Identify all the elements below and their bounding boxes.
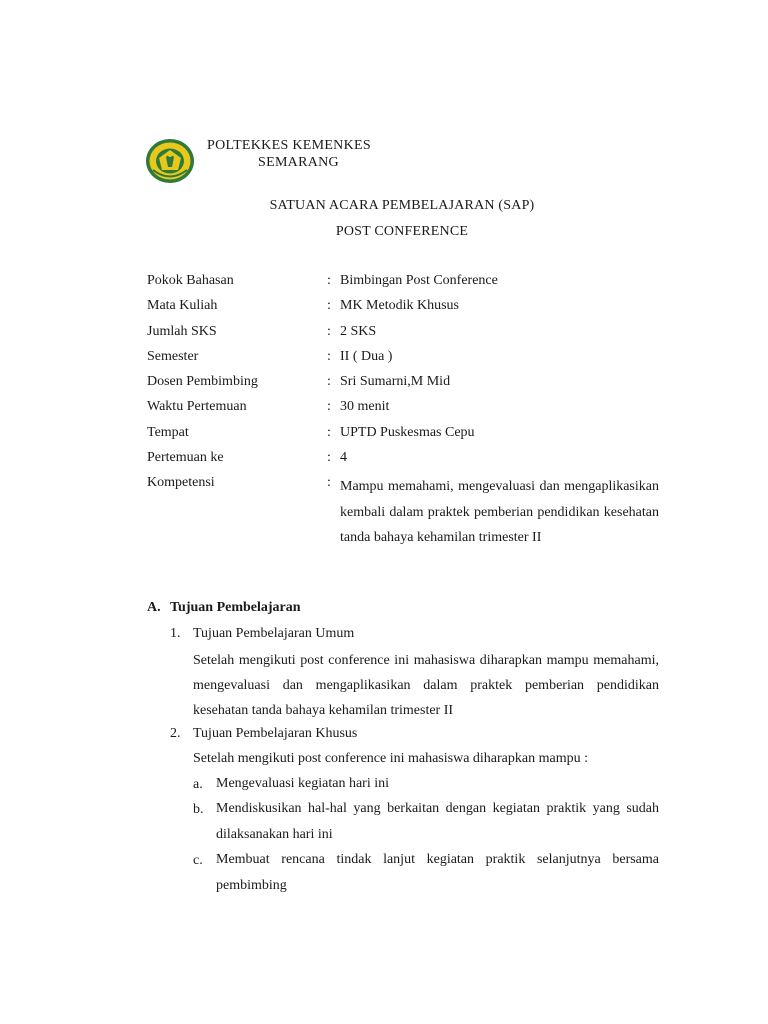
info-label: Waktu Pertemuan (147, 399, 247, 414)
info-row-waktu-pertemuan (147, 399, 659, 424)
poltekkes-emblem-icon (145, 137, 195, 185)
section-heading (147, 600, 301, 616)
sub-list-text: Mengevaluasi kegiatan hari ini (216, 776, 389, 791)
info-row-dosen-pembimbing (147, 374, 659, 399)
info-label: Pertemuan ke (147, 450, 224, 465)
info-label: Dosen Pembimbing (147, 374, 258, 389)
info-row-jumlah-sks (147, 324, 659, 349)
info-row-semester (147, 349, 659, 374)
info-colon: : (327, 450, 331, 465)
document-subtitle: POST CONFERENCE (335, 224, 469, 239)
info-colon: : (327, 374, 331, 389)
info-value: MK Metodik Khusus (340, 298, 460, 313)
info-value: Bimbingan Post Conference (340, 273, 498, 288)
info-colon: : (327, 475, 331, 490)
sub-list-letter: a. (193, 777, 203, 792)
info-row-pokok-bahasan (147, 273, 659, 298)
info-label: Pokok Bahasan (147, 273, 234, 288)
list-item-paragraph: Setelah mengikuti post conference ini mahasiswa diharapkan mampu memahami, mengevaluasi dan mengaplikasikan dalam praktek pemberian pendidikan kesehatan tanda bahaya kehamilan trimester II (193, 653, 659, 718)
info-row-pertemuan-ke (147, 450, 659, 475)
list-item-title: Tujuan Pembelajaran Umum (193, 626, 355, 641)
sub-list-text: Membuat rencana tindak lanjut kegiatan praktik selanjutnya bersama pembimbing (216, 852, 659, 893)
info-colon: : (327, 273, 331, 288)
document-title: SATUAN ACARA PEMBELAJARAN (SAP) (269, 198, 535, 213)
info-value: 30 menit (340, 399, 390, 414)
info-value: Sri Sumarni,M Mid (340, 374, 451, 389)
list-number: 2. (170, 726, 181, 741)
info-row-tempat (147, 425, 659, 450)
info-value: 2 SKS (340, 324, 377, 339)
info-label: Mata Kuliah (147, 298, 218, 313)
info-colon: : (327, 425, 331, 440)
info-colon: : (327, 399, 331, 414)
info-colon: : (327, 324, 331, 339)
institution-city: SEMARANG (258, 155, 339, 170)
section-letter: A. (147, 600, 161, 615)
info-row-mata-kuliah (147, 298, 659, 323)
info-label: Kompetensi (147, 475, 215, 490)
list-number: 1. (170, 626, 181, 641)
institution-name: POLTEKKES KEMENKES (207, 138, 371, 153)
info-value: II ( Dua ) (340, 349, 393, 364)
sub-list-letter: c. (193, 853, 203, 868)
info-label: Jumlah SKS (147, 324, 217, 339)
info-label: Semester (147, 349, 199, 364)
info-label: Tempat (147, 425, 189, 440)
info-colon: : (327, 298, 331, 313)
info-value: UPTD Puskesmas Cepu (340, 425, 475, 440)
list-item-title: Tujuan Pembelajaran Khusus (193, 726, 358, 741)
kompetensi-text: Mampu memahami, mengevaluasi dan mengaplikasikan kembali dalam praktek pemberian pendidikan kesehatan tanda bahaya kehamilan trimester II (340, 479, 659, 545)
info-value: 4 (340, 450, 347, 465)
section-title: Tujuan Pembelajaran (170, 600, 301, 615)
sub-list-text: Mendiskusikan hal-hal yang berkaitan dengan kegiatan praktik yang sudah dilaksanakan hari ini (216, 801, 659, 842)
sub-list-letter: b. (193, 802, 204, 817)
list-item-paragraph: Setelah mengikuti post conference ini mahasiswa diharapkan mampu : (193, 751, 588, 766)
info-colon: : (327, 349, 331, 364)
